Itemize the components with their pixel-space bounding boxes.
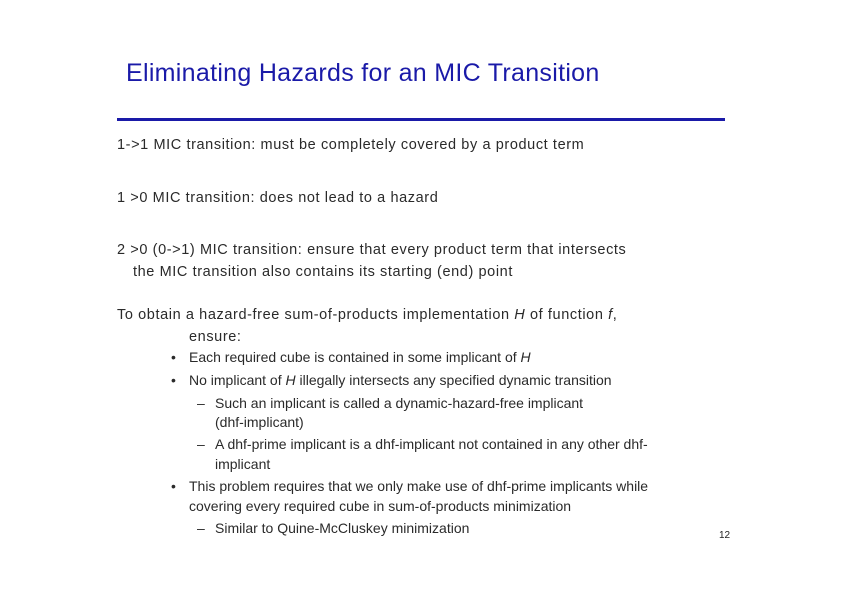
bullet-1-text: Each required cube is contained in some implicant of: [189, 349, 521, 365]
goal-text-2: of function: [525, 307, 609, 323]
page-number: 12: [719, 530, 731, 541]
bullet-dot: •: [171, 478, 176, 494]
sub-bullet-3: [197, 520, 469, 536]
sub-bullet-1-text: Such an implicant is called a dynamic-hazard-free implicant: [215, 395, 584, 411]
sub-bullet-1-cont: (dhf-implicant): [215, 414, 304, 430]
bullet-2-text-a: No implicant of: [189, 372, 286, 388]
bullet-2: [171, 372, 612, 388]
bullet-1: [171, 349, 531, 365]
bullet-1-var-h: H: [520, 349, 531, 365]
goal-line2: ensure:: [189, 329, 242, 345]
dash-mark: –: [197, 520, 205, 536]
sub-bullet-2: [197, 436, 648, 452]
goal-text-3: ,: [612, 307, 618, 323]
goal-line1: [117, 307, 617, 323]
goal-var-h: H: [514, 307, 526, 323]
sub-bullet-1: [197, 395, 583, 411]
statement-2to0-line2: the MIC transition also contains its starting (end) point: [133, 264, 513, 280]
goal-var-f: f: [608, 307, 613, 323]
goal-text-1: To obtain a hazard-free sum-of-products implementation: [117, 307, 515, 323]
dash-mark: –: [197, 436, 205, 452]
statement-1to1: 1->1 MIC transition: must be completely covered by a product term: [117, 137, 585, 153]
sub-bullet-2-text: A dhf-prime implicant is a dhf-implicant not contained in any other dhf-: [215, 436, 648, 452]
bullet-2-var-h: H: [285, 372, 296, 388]
bullet-3-text: This problem requires that we only make use of dhf-prime implicants while: [189, 478, 649, 494]
title-underline: [117, 118, 725, 121]
statement-2to0-line1: 2 >0 (0->1) MIC transition: ensure that every product term that intersects: [117, 242, 627, 258]
bullet-3: [171, 478, 648, 494]
slide-title: Eliminating Hazards for an MIC Transition: [126, 59, 600, 87]
bullet-dot: •: [171, 349, 176, 365]
statement-1to0: 1 >0 MIC transition: does not lead to a hazard: [117, 190, 439, 206]
bullet-dot: •: [171, 372, 176, 388]
bullet-3-cont: covering every required cube in sum-of-products minimization: [189, 498, 572, 514]
dash-mark: –: [197, 395, 205, 411]
sub-bullet-2-cont: implicant: [215, 456, 271, 472]
sub-bullet-3-text: Similar to Quine-McCluskey minimization: [215, 520, 470, 536]
bullet-2-text-b: illegally intersects any specified dynamic transition: [295, 372, 612, 388]
